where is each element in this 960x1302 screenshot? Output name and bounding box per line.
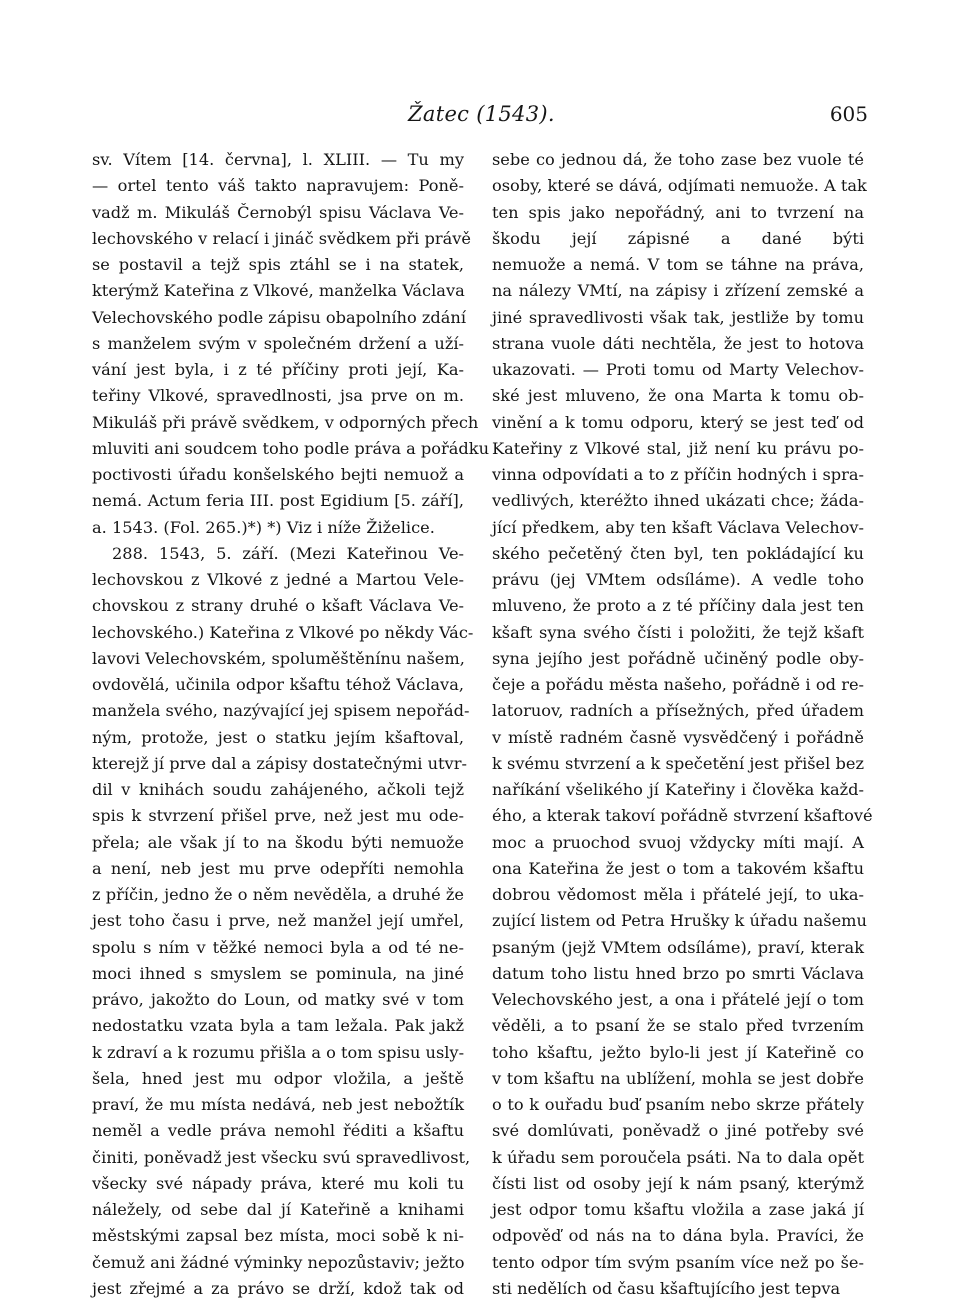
text-line: čeje a pořádu města našeho, pořádně i od re- <box>492 675 864 694</box>
text-line: na nálezy VMtí, na zápisy i zřízení zemské a <box>492 281 864 301</box>
text-line: psaným (jejž VMtem odsíláme), praví, kterak <box>492 937 864 957</box>
text-line: spis k stvrzení přišel prve, než jest mu ode- <box>92 806 464 826</box>
text-line: moc a pruochod svuoj vždycky míti mají. A <box>492 832 864 852</box>
text-line: škodu její zápisné a dané býti <box>492 228 864 248</box>
text-line: šela, hned jest mu odpor vložila, a ještě <box>92 1068 464 1088</box>
text-line: a není, neb jest mu prve odepříti nemohla <box>92 858 464 878</box>
text-line: a. 1543. (Fol. 265.)*) *) Viz i níže Žiželice. <box>92 517 435 537</box>
text-line: ské jest mluveno, že ona Marta k tomu ob- <box>492 386 864 406</box>
text-line: — ortel tento váš takto napravujem: Poně- <box>92 176 464 196</box>
text-line: nemá. Actum feria III. post Egidium [5. září], <box>92 491 464 511</box>
text-line: odpověď od nás na to dána byla. Pravíci, že <box>492 1226 864 1246</box>
text-line: městskými zapsal bez místa, moci sobě k ni- <box>92 1226 464 1246</box>
text-line: kterýmž Kateřina z Vlkové, manželka Václava <box>92 281 465 301</box>
text-line: zující listem od Petra Hrušky k úřadu našemu <box>492 911 867 931</box>
text-line: nemuože a nemá. V tom se táhne na práva, <box>492 255 864 274</box>
text-line: ého, a kterak takoví pořádně stvrzení kšaftové <box>492 806 873 826</box>
text-line: neměl a vedle práva nemohl řéditi a kšaftu <box>92 1121 464 1141</box>
text-line: čemuž ani žádné výminky nepozůstaviv; ježto <box>92 1252 465 1272</box>
text-line: v tom kšaftu na ublížení, mohla se jest dobře <box>492 1068 864 1088</box>
text-line: dil v knihách soudu zahájeného, ačkoli tejž <box>92 780 464 799</box>
text-line: ten spis jako nepořádný, ani to tvrzení na <box>492 202 864 222</box>
text-line: přela; ale však jí to na škodu býti nemuože <box>92 832 464 852</box>
text-line: teřiny Vlkové, spravedlnosti, jsa prve on m. <box>92 386 464 406</box>
text-line: ným, protože, jest o statku jejím kšaftoval, <box>92 727 464 747</box>
text-line: datum toho listu hned brzo po smrti Václava <box>492 963 864 983</box>
text-line: latoruov, radních a přísežných, před úřadem <box>492 701 864 721</box>
text-line: lavovi Velechovském, spoluměštěnínu našem, <box>92 648 465 668</box>
text-line: chovskou z strany druhé o kšaft Václava Ve- <box>92 596 464 616</box>
text-line: toho kšaftu, ježto bylo-li jest jí Kateřině co <box>492 1042 864 1062</box>
text-line: všecky své nápady práva, které mu koli tu <box>92 1173 464 1193</box>
text-line: jest zřejmé a za právo se drží, kdož tak od <box>92 1278 464 1298</box>
text-line: vinna odpovídati a to z příčin hodných i spra- <box>492 465 864 484</box>
text-line: jící předkem, aby ten kšaft Václava Velechov- <box>492 517 864 537</box>
text-line: vadž m. Mikuláš Černobýl spisu Václava Ve- <box>92 202 464 222</box>
text-line: ovdovělá, učinila odpor kšaftu téhož Václava, <box>92 675 464 694</box>
text-line: Kateřiny z Vlkové stal, již není ku právu po- <box>492 438 864 458</box>
text-line: manžela svého, nazývající jej spisem nepořád- <box>92 701 470 721</box>
text-line: Mikuláš při právě svědkem, v odporných přech <box>92 412 479 432</box>
text-line: lechovského.) Kateřina z Vlkové po někdy Vác- <box>92 622 474 642</box>
text-line: právo, jakožto do Loun, od matky své v tom <box>92 990 464 1009</box>
right-column <box>492 147 873 1302</box>
text-line: 288. 1543, 5. září. (Mezi Kateřinou Ve- <box>112 543 464 563</box>
text-line: s manželem svým v společném držení a uží- <box>92 333 464 353</box>
text-line: jest toho času i prve, než manžel její umřel, <box>92 911 464 931</box>
text-line: se postavil a tejž spis ztáhl se i na statek, <box>92 255 464 274</box>
text-line: Velechovského jest, a ona i přátelé její o tom <box>492 990 864 1009</box>
text-line: ského pečetěný čten byl, ten pokládající ku <box>492 543 864 563</box>
text-line: mluviti ani soudcem toho podle práva a pořádku <box>92 438 490 458</box>
text-line: naříkání všelikého jí Kateřiny i člověka každ- <box>492 780 864 799</box>
text-line: sebe co jednou dá, že toho zase bez vuole té <box>492 150 864 169</box>
text-line: činiti, poněvadž jest všecku svú spravedlivost, <box>92 1147 471 1167</box>
text-line: své domlúvati, poněvadž o jiné potřeby své <box>492 1121 864 1141</box>
text-line: vedlivých, kteréžto ihned ukázati chce; žáda- <box>492 491 864 511</box>
text-line: Velechovského podle zápisu obapolního zdání <box>92 307 467 327</box>
text-line: sv. Vítem [14. června], l. XLIII. — Tu my <box>92 150 464 169</box>
text-line: nedostatku vzata byla a tam ležala. Pak jakž <box>92 1016 464 1036</box>
text-line: poctivosti úřadu konšelského bejti nemuož a <box>92 465 464 484</box>
text-line: syna jejího jest pořádně učiněný podle oby- <box>492 648 864 668</box>
text-line: moci ihned s smyslem se pominula, na jiné <box>92 963 464 983</box>
text-line: k úřadu sem poroučela psáti. Na to dala opět <box>492 1147 864 1167</box>
text-line: strana vuole dáti nechtěla, že jest to hotova <box>492 333 864 353</box>
text-line: mluveno, že proto a z té příčiny dala jest ten <box>492 596 864 616</box>
left-column <box>92 147 490 1302</box>
text-line: čísti list od osoby její k nám psaný, kterýmž <box>492 1173 864 1193</box>
text-line: tento odpor tím svým psaním více než po še- <box>492 1252 864 1272</box>
text-line: vání jest byla, i z té příčiny proti její, Ka- <box>92 360 464 379</box>
text-line: dobrou vědomost měla i přátelé její, to uka- <box>492 885 864 904</box>
text-line: vinění a k tomu odporu, který se jest teď od <box>492 412 864 432</box>
text-line: k zdraví a k rozumu přišla a o tom spisu usly- <box>92 1042 465 1062</box>
page-number: 605 <box>829 102 868 126</box>
text-line: náležely, od sebe dal jí Kateřině a knihami <box>92 1200 464 1219</box>
text-line: jiné spravedlivosti však tak, jestliže by tomu <box>492 307 864 327</box>
text-line: kšaft syna svého čísti i položiti, že tejž kšaft <box>492 622 864 642</box>
text-line: věděli, a to psaní že se stalo před tvrzením <box>492 1016 864 1036</box>
text-line: v místě radném časně vysvědčený i pořádně <box>492 727 864 747</box>
text-line: jest odpor tomu kšaftu vložila a zase jaká jí <box>492 1200 864 1219</box>
text-line: ukazovati. — Proti tomu od Marty Velechov- <box>492 360 864 379</box>
text-line: lechovského v relací i jináč svědkem při právě <box>92 228 471 248</box>
text-line: z příčin, jedno že o něm nevěděla, a druhé že <box>92 885 464 904</box>
text-line: k svému stvrzení a k spečetění jest přišel bez <box>492 753 864 773</box>
text-line: ona Kateřina že jest o tom a takovém kšaftu <box>492 858 864 878</box>
text-line: osoby, které se dává, odjímati nemuože. A tak <box>492 176 867 196</box>
text-line: lechovskou z Vlkové z jedné a Martou Vele- <box>92 570 464 589</box>
text-line: o to k ouřadu buď psaním nebo skrze přátely <box>492 1095 864 1114</box>
text-line: spolu s ním v těžké nemoci byla a od té ne- <box>92 937 464 957</box>
running-title: Žatec (1543). <box>408 102 555 126</box>
text-line: praví, že mu místa nedává, neb jest nebožtík <box>92 1095 464 1114</box>
page-header <box>0 100 960 132</box>
text-line: kterejž jí prve dal a zápisy dostatečnými utvr- <box>92 753 467 773</box>
text-line: právu (jej VMtem odsíláme). A vedle toho <box>492 570 864 589</box>
text-line: sti nedělích od času kšaftujícího jest tepva <box>492 1278 841 1298</box>
